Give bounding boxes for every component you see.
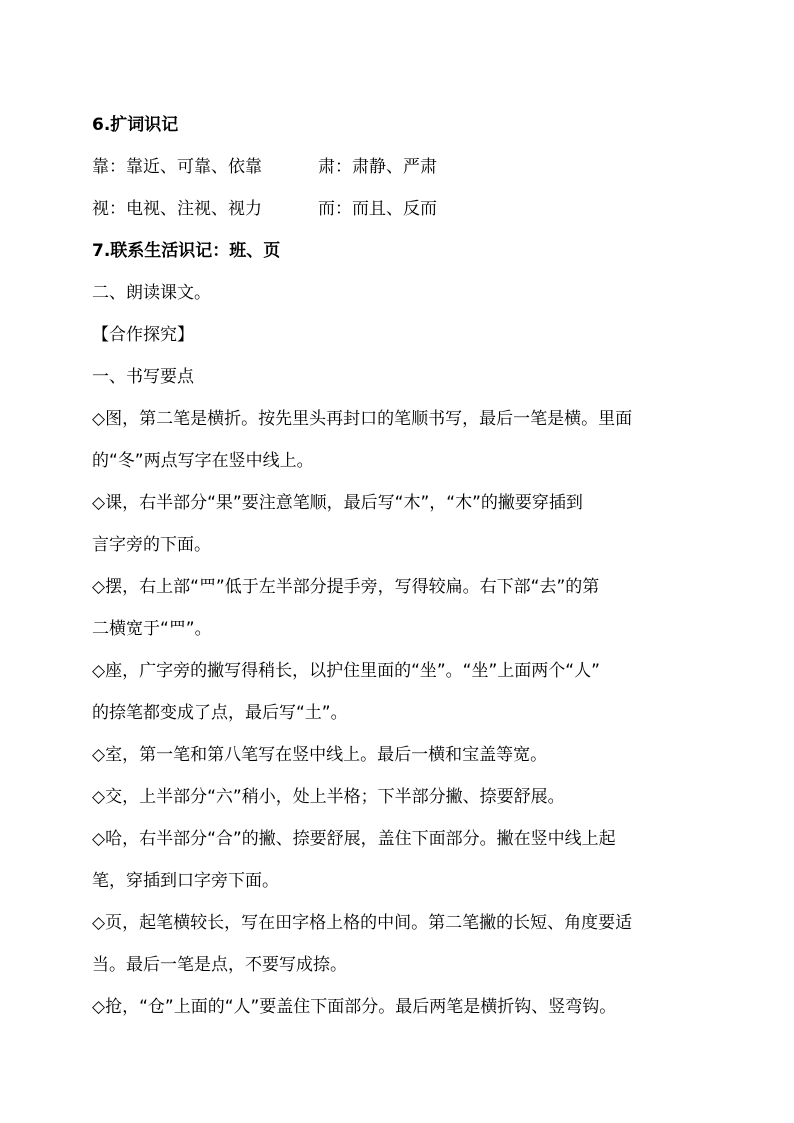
word-group-er: 而：而且、反而 bbox=[318, 199, 437, 219]
word-row-1 bbox=[92, 146, 712, 188]
word-group-shi: 视：电视、注视、视力 bbox=[92, 199, 262, 219]
cooperate-heading: 【合作探究】 bbox=[92, 325, 194, 345]
writing-point-line: ◇图，第二笔是横折。按先里头再封口的笔顺书写，最后一笔是横。里面 bbox=[92, 409, 633, 429]
writing-point-line: ◇页，起笔横较长，写在田字格上格的中间。第二笔撇的长短、角度要适 bbox=[92, 913, 633, 933]
writing-point-line: ◇哈，右半部分“合”的撇、捺要舒展，盖住下面部分。撇在竖中线上起 bbox=[92, 829, 616, 849]
writing-point-line: 的捺笔都变成了点，最后写“土”。 bbox=[92, 703, 348, 723]
writing-point-line: 当。最后一笔是点，不要写成捺。 bbox=[92, 955, 347, 975]
section-7-title: 7.联系生活识记：班、页 bbox=[92, 241, 281, 261]
word-row-2 bbox=[92, 188, 712, 230]
document-page bbox=[92, 104, 712, 1028]
writing-point-line: ◇抢，“仓”上面的“人”要盖住下面部分。最后两笔是横折钩、竖弯钩。 bbox=[92, 997, 617, 1017]
writing-point-line: ◇课，右半部分“果”要注意笔顺，最后写“木”，“木”的撇要穿插到 bbox=[92, 493, 583, 513]
section-6-title: 6.扩词识记 bbox=[92, 115, 179, 135]
reading-heading: 二、朗读课文。 bbox=[92, 283, 211, 303]
writing-point-line: ◇室，第一笔和第八笔写在竖中线上。最后一横和宝盖等宽。 bbox=[92, 745, 548, 765]
writing-point-line: 言字旁的下面。 bbox=[92, 535, 211, 555]
writing-point-line: 二横宽于“罒”。 bbox=[92, 619, 212, 639]
writing-point-line: ◇交，上半部分“六”稍小，处上半格；下半部分撇、捺要舒展。 bbox=[92, 787, 565, 807]
writing-point-line: 笔，穿插到口字旁下面。 bbox=[92, 871, 279, 891]
writing-point-line: 的“冬”两点写字在竖中线上。 bbox=[92, 451, 314, 471]
word-group-kao: 靠：靠近、可靠、依靠 bbox=[92, 157, 262, 177]
writing-points-heading: 一、书写要点 bbox=[92, 367, 194, 387]
writing-point-line: ◇摆，右上部“罒”低于左半部分提手旁，写得较扁。右下部“去”的第 bbox=[92, 577, 600, 597]
writing-point-line: ◇座，广字旁的撇写得稍长，以护住里面的“坐”。“坐”上面两个“人” bbox=[92, 661, 600, 681]
word-group-su: 肃：肃静、严肃 bbox=[318, 157, 437, 177]
